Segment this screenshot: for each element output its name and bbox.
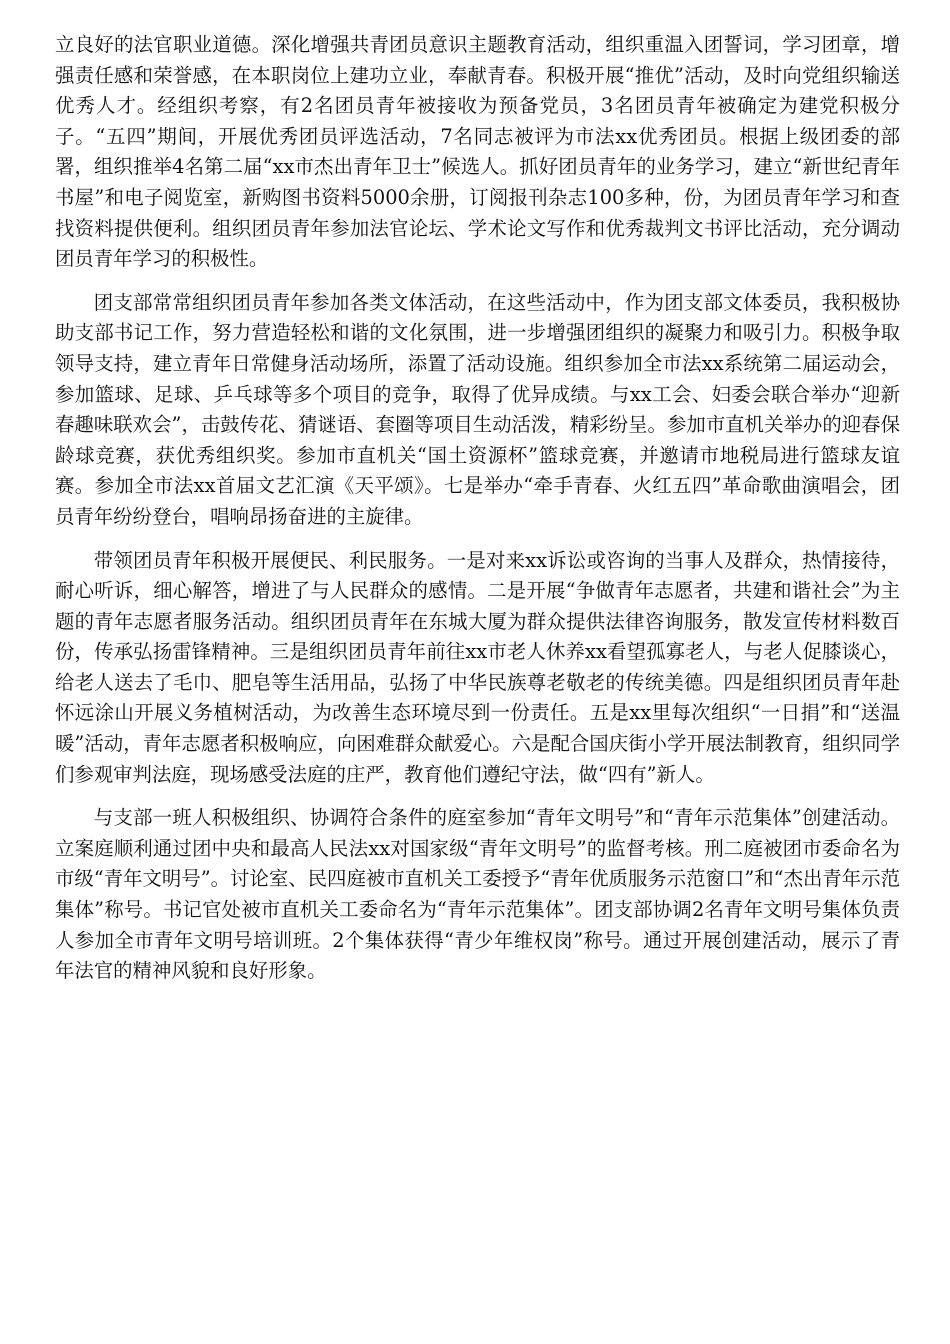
paragraph-public-service: 带领团员青年积极开展便民、利民服务。一是对来xx诉讼或咨询的当事人及群众，热情接待，耐心听诉，细心解答，增进了与人民群众的感情。二是开展“争做青年志愿者，共建和谐社会”为主题的青年志愿者服务活动。组织团员青年在东城大厦为群众提供法律咨询服务，散发宣传材料数百份，传承弘扬雷锋精神。三是组织团员青年前往xx市老人休养xx看望孤寡老人，与老人促膝谈心，给老人送去了毛巾、肥皂等生活用品，弘扬了中华民族尊老敬老的传统美德。四是组织团员青年赴怀远涂山开展义务植树活动，为改善生态环境尽到一份责任。五是xx里每次组织“一日捐”和“送温暖”活动，青年志愿者积极响应，向困难群众献爱心。六是配合国庆街小学开展法制教育，组织同学们参观审判法庭，现场感受法庭的庄严，教育他们遵纪守法，做“四有”新人。 xyxy=(55,548,900,786)
paragraph-cultural-activities: 团支部常常组织团员青年参加各类文体活动，在这些活动中，作为团支部文体委员，我积极协助支部书记工作，努力营造轻松和谐的文化氛围，进一步增强团组织的凝聚力和吸引力。积极争取领导支持，建立青年日常健身活动场所，添置了活动设施。组织参加全市法xx系统第二届运动会，参加篮球、足球、乒乓球等多个项目的竞争，取得了优异成绩。与xx工会、妇委会联合举办“迎新春趣味联欢会”，击鼓传花、猜谜语、套圈等项目生动活泼，精彩纷呈。参加市直机关举办的迎春保龄球竞赛，获优秀组织奖。参加市直机关“国土资源杯”篮球竞赛，并邀请市地税局进行篮球友谊赛。参加全市法xx首届文艺汇演《天平颂》。七是举办“牵手青春、火红五四”革命歌曲演唱会，团员青年纷纷登台，唱响昂扬奋进的主旋律。 xyxy=(55,290,900,528)
paragraph-civilization-creation: 与支部一班人积极组织、协调符合条件的庭室参加“青年文明号”和“青年示范集体”创建活动。立案庭顺利通过团中央和最高人民法xx对国家级“青年文明号”的监督考核。刑二庭被团市委命名为市级“青年文明号”。讨论室、民四庭被市直机关工委授予“青年优质服务示范窗口”和“杰出青年示范集体”称号。书记官处被市直机关工委命名为“青年示范集体”。团支部协调2名青年文明号集体负责人参加全市青年文明号培训班。2个集体获得“青少年维权岗”称号。通过开展创建活动，展示了青年法官的精神风貌和良好形象。 xyxy=(55,806,900,983)
document-page xyxy=(55,30,900,1000)
paragraph-continuation: 立良好的法官职业道德。深化增强共青团员意识主题教育活动，组织重温入团誓词，学习团章，增强责任感和荣誉感，在本职岗位上建功立业，奉献青春。积极开展“推优”活动，及时向党组织输送优秀人才。经组织考察，有2名团员青年被接收为预备党员，3名团员青年被确定为建党积极分子。“五四”期间，开展优秀团员评选活动，7名同志被评为市法xx优秀团员。根据上级团委的部署，组织推举4名第二届“xx市杰出青年卫士”候选人。抓好团员青年的业务学习，建立“新世纪青年书屋”和电子阅览室，新购图书资料5000余册，订阅报刊杂志100多种，份，为团员青年学习和查找资料提供便利。组织团员青年参加法官论坛、学术论文写作和优秀裁判文书评比活动，充分调动团员青年学习的积极性。 xyxy=(55,33,900,271)
